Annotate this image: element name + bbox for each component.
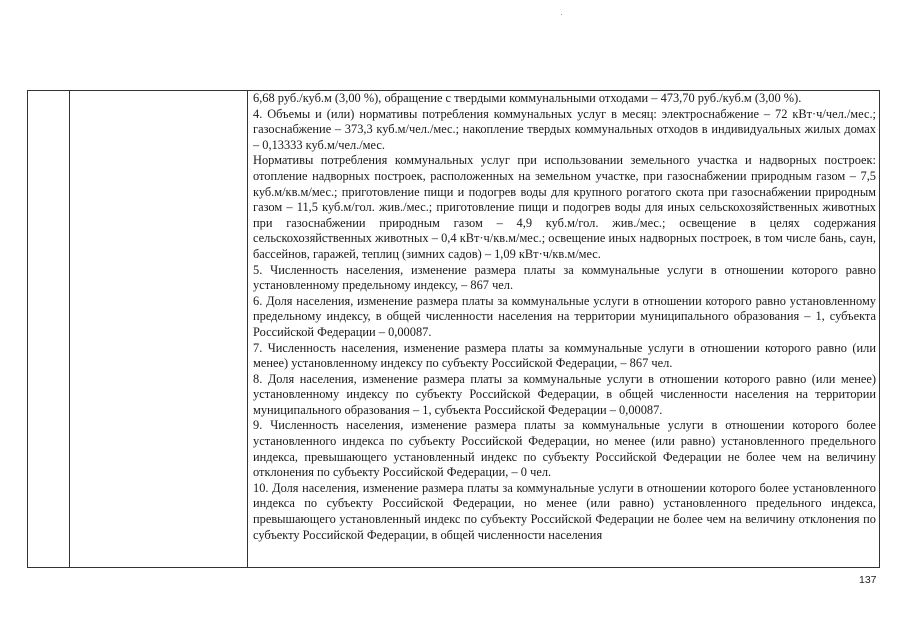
paragraph: 6. Доля населения, изменение размера платы за коммунальные услуги в отношении которого равно установленному предельному индексу, в общей численности населения на территории муниципального образования – 1, субъекта Российской Федерации – 0,00087.: [253, 293, 876, 339]
paragraph: Нормативы потребления коммунальных услуг при использовании земельного участка и надворных построек: отопление надворных построек, расположенных на земельном участке, при газоснабжении природным газом – 7,5 куб.м/кв.м/мес.; приготовление пищи и подогрев воды для крупного рогатого скота при газоснабжении природным газом – 11,5 куб.м/гол. жив./мес.; приготовление пищи и подогрев воды для иных сельскохозяйственных животных при газоснабжении природным газом – 4,9 куб.м/гол. жив./мес.; освещение в целях содержания сельскохозяйственных животных – 0,4 кВт·ч/кв.м/мес.; освещение иных надворных построек, в том числе бань, саун, бассейнов, гаражей, теплиц (зимних садов) – 1,09 кВт·ч/кв.м/мес.: [253, 153, 876, 261]
table-column-content: [248, 91, 879, 567]
page-number: 137: [859, 574, 877, 586]
scan-speck: [561, 14, 562, 15]
paragraph: 4. Объемы и (или) нормативы потребления коммунальных услуг в месяц: электроснабжение – 72 кВт·ч/чел./мес.; газоснабжение – 373,3 куб.м/чел./мес.; накопление твердых коммунальных отходов в индивидуальных жилых домах – 0,13333 куб.м/чел./мес.: [253, 106, 876, 152]
table-column-number: [28, 91, 70, 567]
paragraph: 6,68 руб./куб.м (3,00 %), обращение с твердыми коммунальными отходами – 473,70 руб./куб.м (3,00 %).: [253, 91, 802, 105]
paragraph: 10. Доля населения, изменение размера платы за коммунальные услуги в отношении которого более установленного индекса по субъекту Российской Федерации, но менее (или равно) установленного предельного индекса, превышающего установленный индекс по субъекту Российской Федерации не более чем на величину отклонения по субъекту Российской Федерации, в общей численности населения: [253, 480, 876, 542]
paragraph: 9. Численность населения, изменение размера платы за коммунальные услуги в отношении которого более установленного индекса по субъекту Российской Федерации, но менее (или равно) установленного предельного индекса, превышающего установленный индекс по субъекту Российской Федерации не более чем на величину отклонения по субъекту Российской Федерации, – 0 чел.: [253, 418, 876, 480]
paragraph: 8. Доля населения, изменение размера платы за коммунальные услуги в отношении которого равно (или менее) установленному индексу по субъекту Российской Федерации, в общей численности населения на территории муниципального образования – 1, субъекта Российской Федерации – 0,00087.: [253, 371, 876, 417]
paragraph: 7. Численность населения, изменение размера платы за коммунальные услуги в отношении которого равно (или менее) установленному индексу по субъекту Российской Федерации, – 867 чел.: [253, 340, 876, 371]
document-table: [27, 90, 880, 568]
table-column-name: [70, 91, 248, 567]
paragraph: 5. Численность населения, изменение размера платы за коммунальные услуги в отношении которого равно установленному предельному индексу, – 867 чел.: [253, 262, 876, 293]
